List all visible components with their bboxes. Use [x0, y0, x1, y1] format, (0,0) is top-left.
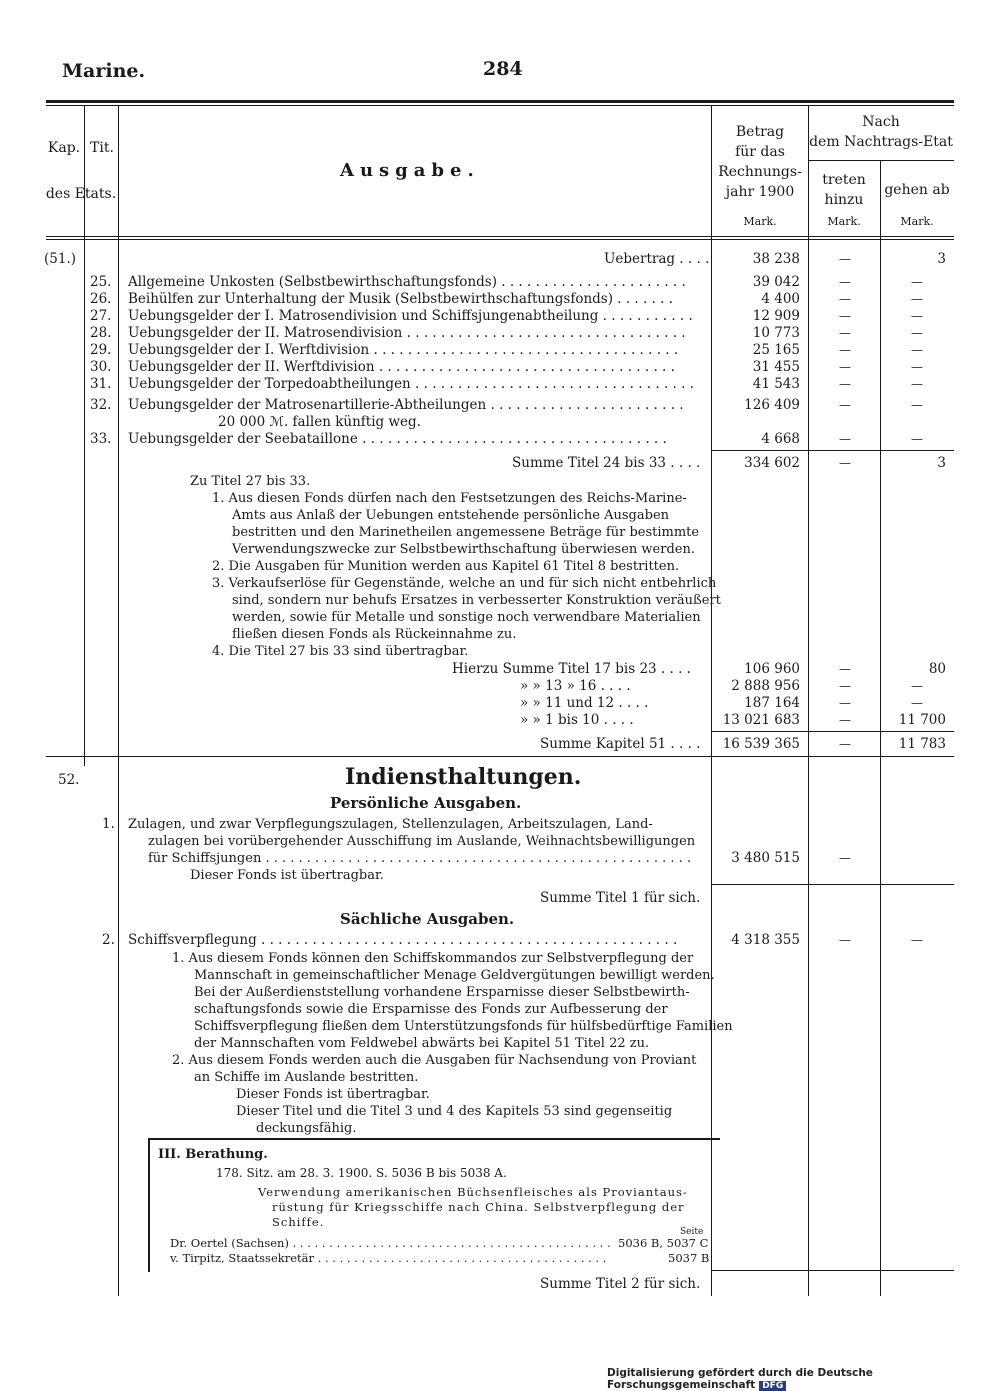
note-line: bestritten und den Marinetheilen angemessene Beträge für bestimmte [232, 525, 700, 540]
row-betrag: 126 409 [744, 397, 800, 413]
kap52-number: 52. [58, 772, 80, 788]
tit2-note: Bei der Außerdienststellung vorhandene Ersparnisse dieser Selbstbewirth- [194, 985, 690, 1000]
sum-rule [712, 1270, 954, 1271]
col-divider-nach [808, 106, 809, 1296]
row-tit: 32. [90, 397, 112, 413]
summe-label: Summe Titel 24 bis 33 . . . . [512, 455, 701, 471]
row-text: Uebungsgelder der I. Werftdivision . . . . . . . . . . . . . . . . . . . . . . . . . . . . . . . . . . . . [128, 342, 679, 358]
row-tit: 33. [90, 431, 112, 447]
speaker-pages: 5037 B [668, 1251, 710, 1265]
tit1-line: Zulagen, und zwar Verpflegungszulagen, Stellenzulagen, Arbeitszulagen, Land- [128, 817, 653, 832]
row-betrag: 10 773 [752, 325, 800, 341]
tit2-text: Schiffsverpflegung . . . . . . . . . . . . . . . . . . . . . . . . . . . . . . . . . . . . . . . . . . . . . . . . . [128, 932, 678, 948]
tit2-number: 2. [102, 932, 115, 948]
row-text: Uebungsgelder der Seebataillone . . . . . . . . . . . . . . . . . . . . . . . . . . . . . . . . . . . . [128, 431, 667, 447]
col-head-gehen: gehen ab [884, 182, 950, 198]
tit2-note: Schiffsverpflegung fließen dem Unterstützungsfonds für hülfsbedürftige Familien [194, 1019, 733, 1034]
row-ab: — [911, 360, 923, 374]
row-hinzu: — [839, 292, 851, 306]
col-head-treten-1: treten [822, 172, 866, 188]
hierzu-hinzu: — [839, 662, 851, 676]
row-ab: — [911, 309, 923, 323]
head-rule-2 [46, 239, 954, 240]
tit2-note: deckungsfähig. [256, 1121, 357, 1136]
top-rule-thick [46, 100, 954, 103]
row-betrag: 4 400 [761, 291, 800, 307]
summe-kap51-ab: 11 783 [898, 736, 946, 752]
beratung-topic: Schiffe. [272, 1215, 325, 1229]
row-betrag: 31 455 [752, 359, 800, 375]
tit2-ab: — [911, 933, 923, 947]
hierzu-betrag: 13 021 683 [722, 712, 800, 728]
row-tit: 28. [90, 325, 112, 341]
tit2-hinzu: — [839, 933, 851, 947]
col-head-treten-unit: Mark. [827, 215, 861, 228]
col-head-kap: Kap. [47, 140, 81, 156]
footer-credit [607, 1367, 1000, 1391]
hierzu-hinzu: — [839, 713, 851, 727]
note-line: 3. Verkaufserlöse für Gegenstände, welche an und für sich nicht entbehrlich [212, 576, 717, 591]
tit2-note: Dieser Titel und die Titel 3 und 4 des Kapitels 53 sind gegenseitig [236, 1104, 673, 1119]
row-tit: 26. [90, 291, 112, 307]
hierzu-ab: 11 700 [898, 712, 946, 728]
hierzu-hinzu: — [839, 696, 851, 710]
row-ab: — [911, 343, 923, 357]
top-rule-thin [46, 105, 954, 106]
row-tit: 31. [90, 376, 112, 392]
row-tit: 30. [90, 359, 112, 375]
beratung-sitzung: 178. Sitz. am 28. 3. 1900. S. 5036 B bis 5038 A. [216, 1166, 507, 1180]
tit2-note: Mannschaft in gemeinschaftlicher Menage Geldvergütungen bewilligt werden. [194, 968, 715, 983]
row-ab: — [911, 398, 923, 412]
col-head-nach-2: dem Nachtrags-Etat [809, 134, 953, 150]
col-head-ausgabe: Ausgabe. [340, 160, 480, 181]
speaker-name: Dr. Oertel (Sachsen) . . . . . . . . . . . . . . . . . . . . . . . . . . . . . . . . . . . . . . . . . . . . [170, 1236, 611, 1250]
col-head-betrag-2: für das [735, 144, 785, 160]
row-hinzu: — [839, 309, 851, 323]
page-number: 284 [483, 58, 523, 80]
sum-rule-bottom [46, 756, 954, 757]
row-tit: 29. [90, 342, 112, 358]
row-ab: — [911, 326, 923, 340]
row-hinzu: — [839, 377, 851, 391]
tit1-betrag: 3 480 515 [731, 850, 800, 866]
hierzu-label: » » 13 » 16 . . . . [520, 678, 631, 694]
tit2-note: 2. Aus diesem Fonds werden auch die Ausgaben für Nachsendung von Proviant [172, 1053, 697, 1068]
col-head-gehen-unit: Mark. [900, 215, 934, 228]
hierzu-betrag: 106 960 [744, 661, 800, 677]
notes-heading: Zu Titel 27 bis 33. [190, 474, 311, 489]
row-hinzu: — [839, 275, 851, 289]
persoenlich-heading: Persönliche Ausgaben. [330, 794, 522, 812]
row-betrag: 41 543 [752, 376, 800, 392]
col-head-betrag-4: jahr 1900 [725, 184, 795, 200]
row-ab: — [911, 275, 923, 289]
tit2-note: Dieser Fonds ist übertragbar. [236, 1087, 430, 1102]
col-divider-tit [118, 106, 119, 1296]
col-head-betrag-unit: Mark. [743, 215, 777, 228]
hierzu-label: Hierzu Summe Titel 17 bis 23 . . . . [452, 661, 691, 677]
row-betrag: 38 238 [752, 251, 800, 267]
summe-kap51-label: Summe Kapitel 51 . . . . [540, 736, 701, 752]
note-line: werden, sowie für Metalle und sonstige noch verwendbare Materialien [232, 610, 701, 625]
row-text: Uebungsgelder der Matrosenartillerie-Abtheilungen . . . . . . . . . . . . . . . . . . . . . . . [128, 397, 684, 413]
summe-betrag: 334 602 [744, 455, 800, 471]
row-hinzu: — [839, 360, 851, 374]
summe-tit2: Summe Titel 2 für sich. [540, 1276, 701, 1292]
row-text: Beihülfen zur Unterhaltung der Musik (Selbstbewirthschaftungsfonds) . . . . . . . [128, 291, 674, 307]
summe-kap51-betrag: 16 539 365 [722, 736, 800, 752]
row-betrag: 4 668 [761, 431, 800, 447]
col-head-des-etats: des Etats. [45, 186, 117, 202]
hierzu-betrag: 2 888 956 [731, 678, 800, 694]
beratung-topic: Verwendung amerikanischen Büchsenfleisches als Proviantaus- [258, 1185, 688, 1199]
note-line: Amts aus Anlaß der Uebungen entstehende persönliche Ausgaben [232, 508, 670, 523]
nach-sub-rule [808, 160, 954, 161]
summe-hinzu: — [839, 456, 851, 470]
row-ab: — [911, 432, 923, 446]
hierzu-label: » » 11 und 12 . . . . [520, 695, 649, 711]
speaker-name: v. Tirpitz, Staatssekretär . . . . . . . . . . . . . . . . . . . . . . . . . . . . . . . . . . . . . . . . [170, 1251, 607, 1265]
row-hinzu: — [839, 432, 851, 446]
tit2-note: der Mannschaften vom Feldwebel abwärts bei Kapitel 51 Titel 22 zu. [194, 1036, 650, 1051]
hierzu-ab: — [911, 696, 923, 710]
summe-kap51-hinzu: — [839, 737, 851, 751]
row-text: Uebungsgelder der II. Matrosendivision . . . . . . . . . . . . . . . . . . . . . . . . . . . . . . . . . [128, 325, 686, 341]
kap52-title: Indiensthaltungen. [345, 764, 582, 790]
hierzu-ab: — [911, 679, 923, 693]
tit2-betrag: 4 318 355 [731, 932, 800, 948]
row-text: Uebungsgelder der I. Matrosendivision und Schiffsjungenabtheilung . . . . . . . . . . . [128, 308, 693, 324]
section-header: Marine. [62, 60, 146, 82]
col-head-treten-2: hinzu [824, 192, 864, 208]
note-line: 4. Die Titel 27 bis 33 sind übertragbar. [212, 644, 469, 659]
dfg-logo: DFG [759, 1381, 786, 1391]
row-ab: 3 [937, 251, 946, 267]
row-hinzu: — [839, 252, 851, 266]
saechlich-heading: Sächliche Ausgaben. [340, 910, 515, 928]
summe-ab: 3 [937, 455, 946, 471]
beratung-seite: Seite [680, 1227, 704, 1237]
col-head-nach-1: Nach [862, 114, 900, 130]
beratung-heading: III. Berathung. [158, 1147, 268, 1162]
row-ab: — [911, 377, 923, 391]
col-head-betrag-1: Betrag [735, 124, 785, 140]
tit1-hinzu: — [839, 851, 851, 865]
note-line: fließen diesen Fonds als Rückeinnahme zu. [232, 627, 517, 642]
note-line: 1. Aus diesen Fonds dürfen nach den Festsetzungen des Reichs-Marine- [212, 491, 687, 506]
note-line: sind, sondern nur behufs Ersatzes in verbesserter Konstruktion veräußert [232, 593, 721, 608]
row-betrag: 25 165 [752, 342, 800, 358]
sum-rule [712, 731, 954, 732]
row-betrag: 39 042 [752, 274, 800, 290]
tit2-note: 1. Aus diesem Fonds können den Schiffskommandos zur Selbstverpflegung der [172, 951, 694, 966]
row-tit: 27. [90, 308, 112, 324]
tit2-note: an Schiffe im Auslande bestritten. [194, 1070, 419, 1085]
col-head-betrag-3: Rechnungs- [718, 164, 802, 180]
row-text: Uebungsgelder der II. Werftdivision . . . . . . . . . . . . . . . . . . . . . . . . . . . . . . . . . . . [128, 359, 675, 375]
hierzu-hinzu: — [839, 679, 851, 693]
row-note-32: 20 000 ℳ. fallen künftig weg. [218, 414, 421, 430]
col-head-tit: Tit. [90, 140, 114, 156]
row-text: Uebungsgelder der Torpedoabtheilungen . . . . . . . . . . . . . . . . . . . . . . . . . . . . . . . . . [128, 376, 694, 392]
tit1-note: Dieser Fonds ist übertragbar. [190, 868, 384, 883]
speaker-pages: 5036 B, 5037 C [618, 1236, 709, 1250]
row-tit: 25. [90, 274, 112, 290]
row-hinzu: — [839, 326, 851, 340]
tit1-line: für Schiffsjungen . . . . . . . . . . . . . . . . . . . . . . . . . . . . . . . . . . . . . . . . . . . . . . . . . . . . [148, 851, 692, 866]
row-betrag: 12 909 [752, 308, 800, 324]
beratung-topic: rüstung für Kriegsschiffe nach China. Selbstverpflegung der [272, 1200, 685, 1214]
row-hinzu: — [839, 398, 851, 412]
row-text: Allgemeine Unkosten (Selbstbewirthschaftungsfonds) . . . . . . . . . . . . . . . . . . . . . . [128, 274, 686, 290]
col-divider-kap [84, 106, 85, 766]
tit1-line: zulagen bei vorübergehender Ausschiffung im Auslande, Weihnachtsbewilligungen [148, 834, 696, 849]
sum-rule [712, 450, 954, 451]
hierzu-ab: 80 [928, 661, 946, 677]
row-ab: — [911, 292, 923, 306]
note-line: 2. Die Ausgaben für Munition werden aus Kapitel 61 Titel 8 bestritten. [212, 559, 680, 574]
row-hinzu: — [839, 343, 851, 357]
row-text-uebertrag: Uebertrag . . . . [604, 251, 710, 267]
tit2-note: schaftungsfonds sowie die Ersparnisse des Fonds zur Aufbesserung der [194, 1002, 668, 1017]
hierzu-betrag: 187 164 [744, 695, 800, 711]
hierzu-label: » » 1 bis 10 . . . . [520, 712, 634, 728]
summe-tit1: Summe Titel 1 für sich. [540, 890, 701, 906]
row-kap: (51.) [44, 251, 77, 267]
tit1-number: 1. [102, 816, 115, 832]
sum-rule [712, 884, 954, 885]
note-line: Verwendungszwecke zur Selbstbewirthschaftung überwiesen werden. [232, 542, 695, 557]
footer-text: Digitalisierung gefördert durch die Deutsche Forschungsgemeinschaft [607, 1367, 873, 1391]
head-rule [46, 236, 954, 237]
